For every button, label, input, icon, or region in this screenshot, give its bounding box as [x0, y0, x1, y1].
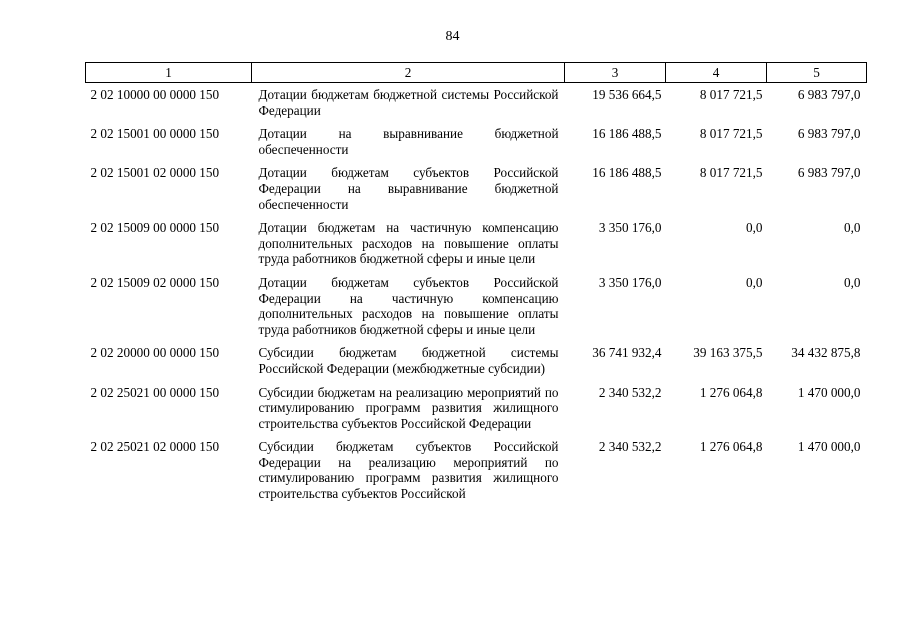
value-col-4: 39 163 375,5: [693, 345, 763, 361]
value-col-4: 8 017 721,5: [699, 87, 763, 102]
table-row: [86, 345, 867, 384]
value-col-3: 16 186 488,5: [592, 126, 662, 142]
table-body: [86, 83, 867, 510]
page-number: 84: [445, 29, 460, 44]
value-col-3: 36 741 932,4: [592, 345, 662, 361]
income-name: Дотации бюджетам бюджетной системы Российской Федерации: [258, 87, 559, 118]
budget-table: [85, 62, 867, 510]
header-col-3: 3: [565, 63, 666, 83]
header-row: [86, 63, 867, 83]
budget-code: 2 02 15001 00 0000 150: [90, 126, 220, 142]
table-row: [86, 385, 867, 440]
value-col-4: 8 017 721,5: [699, 126, 763, 142]
header-col-4: 4: [666, 63, 767, 83]
value-col-3: 19 536 664,5: [592, 87, 662, 102]
budget-code: 2 02 10000 00 0000 150: [90, 87, 220, 102]
table-row: [86, 275, 867, 345]
income-name: Субсидии бюджетам бюджетной системы Российской Федерации (межбюджетные субсидии): [258, 345, 559, 376]
value-col-3: 3 350 176,0: [598, 274, 662, 290]
table-row: [86, 83, 867, 127]
value-col-3: 16 186 488,5: [592, 165, 662, 181]
budget-code: 2 02 15009 02 0000 150: [90, 274, 220, 290]
value-col-5: 6 983 797,0: [797, 165, 861, 181]
value-col-5: 1 470 000,0: [797, 439, 861, 455]
header-col-5: 5: [767, 63, 867, 83]
income-name: Дотации на выравнивание бюджетной обеспеченности: [258, 126, 559, 157]
header-col-2: 2: [252, 63, 565, 83]
income-name: Дотации бюджетам на частичную компенсацию дополнительных расходов на повышение оплаты труда работников бюджетной сферы и иные цели: [258, 220, 559, 267]
table-header: [86, 63, 867, 83]
table-row: [86, 220, 867, 275]
value-col-4: 0,0: [746, 274, 763, 290]
table-row: [86, 439, 867, 509]
budget-code: 2 02 25021 02 0000 150: [90, 439, 220, 455]
income-name: Дотации бюджетам субъектов Российской Федерации на частичную компенсацию дополнительных расходов на повышение оплаты труда работников бюджетной сферы и иные цели: [258, 274, 559, 337]
table-row: [86, 126, 867, 165]
value-col-3: 2 340 532,2: [598, 384, 662, 400]
value-col-4: 8 017 721,5: [699, 165, 763, 181]
value-col-5: 0,0: [844, 274, 861, 290]
header-col-1: 1: [86, 63, 252, 83]
value-col-3: 3 350 176,0: [598, 220, 662, 236]
value-col-4: 1 276 064,8: [699, 439, 763, 455]
income-name: Субсидии бюджетам на реализацию мероприятий по стимулированию программ развития жилищного строительства субъектов Российской Федерации: [258, 384, 559, 431]
value-col-4: 0,0: [746, 220, 763, 236]
budget-code: 2 02 20000 00 0000 150: [90, 345, 220, 361]
value-col-5: 34 432 875,8: [791, 345, 861, 361]
table-row: [86, 165, 867, 220]
income-name: Субсидии бюджетам субъектов Российской Федерации на реализацию мероприятий по стимулированию программ развития жилищного строительства субъектов Российской: [258, 439, 559, 502]
budget-code: 2 02 15001 02 0000 150: [90, 165, 220, 181]
value-col-4: 1 276 064,8: [699, 384, 763, 400]
budget-code: 2 02 25021 00 0000 150: [90, 384, 220, 400]
value-col-3: 2 340 532,2: [598, 439, 662, 455]
budget-code: 2 02 15009 00 0000 150: [90, 220, 220, 236]
value-col-5: 1 470 000,0: [797, 384, 861, 400]
value-col-5: 6 983 797,0: [797, 126, 861, 142]
income-name: Дотации бюджетам субъектов Российской Федерации на выравнивание бюджетной обеспеченности: [258, 165, 559, 212]
value-col-5: 6 983 797,0: [797, 87, 861, 102]
value-col-5: 0,0: [844, 220, 861, 236]
